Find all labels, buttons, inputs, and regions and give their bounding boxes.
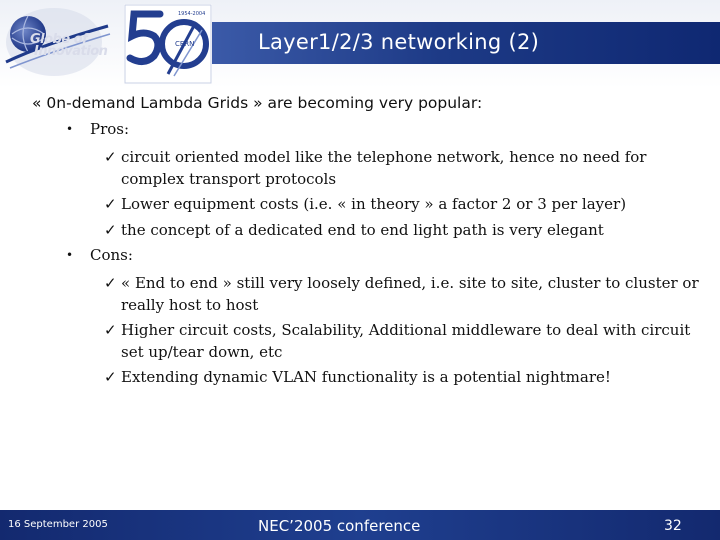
check-icon: ✓ (104, 274, 117, 292)
slide-title: Layer1/2/3 networking (2) (258, 30, 540, 54)
pros-label: Pros: (90, 120, 130, 138)
check-icon: ✓ (104, 148, 117, 166)
check-icon: ✓ (104, 321, 117, 339)
cons-item (104, 319, 704, 363)
cons-item (104, 366, 704, 388)
pros-item (104, 146, 704, 190)
slide-header (0, 0, 720, 88)
cern-years-text: 1954-2004 (178, 11, 206, 17)
cons-item-text: Higher circuit costs, Scalability, Additional middleware to deal with circuit set up/tear down, etc (121, 321, 691, 361)
check-icon: ✓ (104, 221, 117, 239)
pros-item (104, 193, 704, 215)
pros-item (104, 219, 704, 241)
cons-item-text: Extending dynamic VLAN functionality is a potential nightmare! (121, 368, 611, 386)
globe-logo-line2: Innovation (34, 44, 108, 59)
cern-50-logo (124, 4, 212, 84)
cons-label: Cons: (90, 246, 133, 264)
bullet-icon: • (66, 122, 74, 136)
pros-item-text: the concept of a dedicated end to end light path is very elegant (121, 221, 604, 239)
bullet-icon: • (66, 248, 74, 262)
footer-date: 16 September 2005 (8, 519, 108, 530)
check-icon: ✓ (104, 368, 117, 386)
pros-item-text: Lower equipment costs (i.e. « in theory » a factor 2 or 3 per layer) (121, 195, 627, 213)
cons-item-text: « End to end » still very loosely defined, i.e. site to site, cluster to cluster or really host to host (121, 274, 699, 314)
globe-of-innovation-logo (4, 4, 114, 80)
footer-conference: NEC’2005 conference (258, 517, 421, 535)
page-number: 32 (664, 518, 682, 534)
intro-line: « 0n-demand Lambda Grids » are becoming very popular: (32, 94, 483, 112)
globe-logo-line1: Globe of (30, 32, 88, 47)
cern-name-text: CERN (175, 40, 195, 48)
check-icon: ✓ (104, 195, 117, 213)
cons-bullet (0, 246, 720, 268)
pros-item-text: circuit oriented model like the telephone network, hence no need for complex transport protocols (121, 148, 647, 188)
cons-item (104, 272, 704, 316)
pros-bullet (0, 120, 720, 142)
